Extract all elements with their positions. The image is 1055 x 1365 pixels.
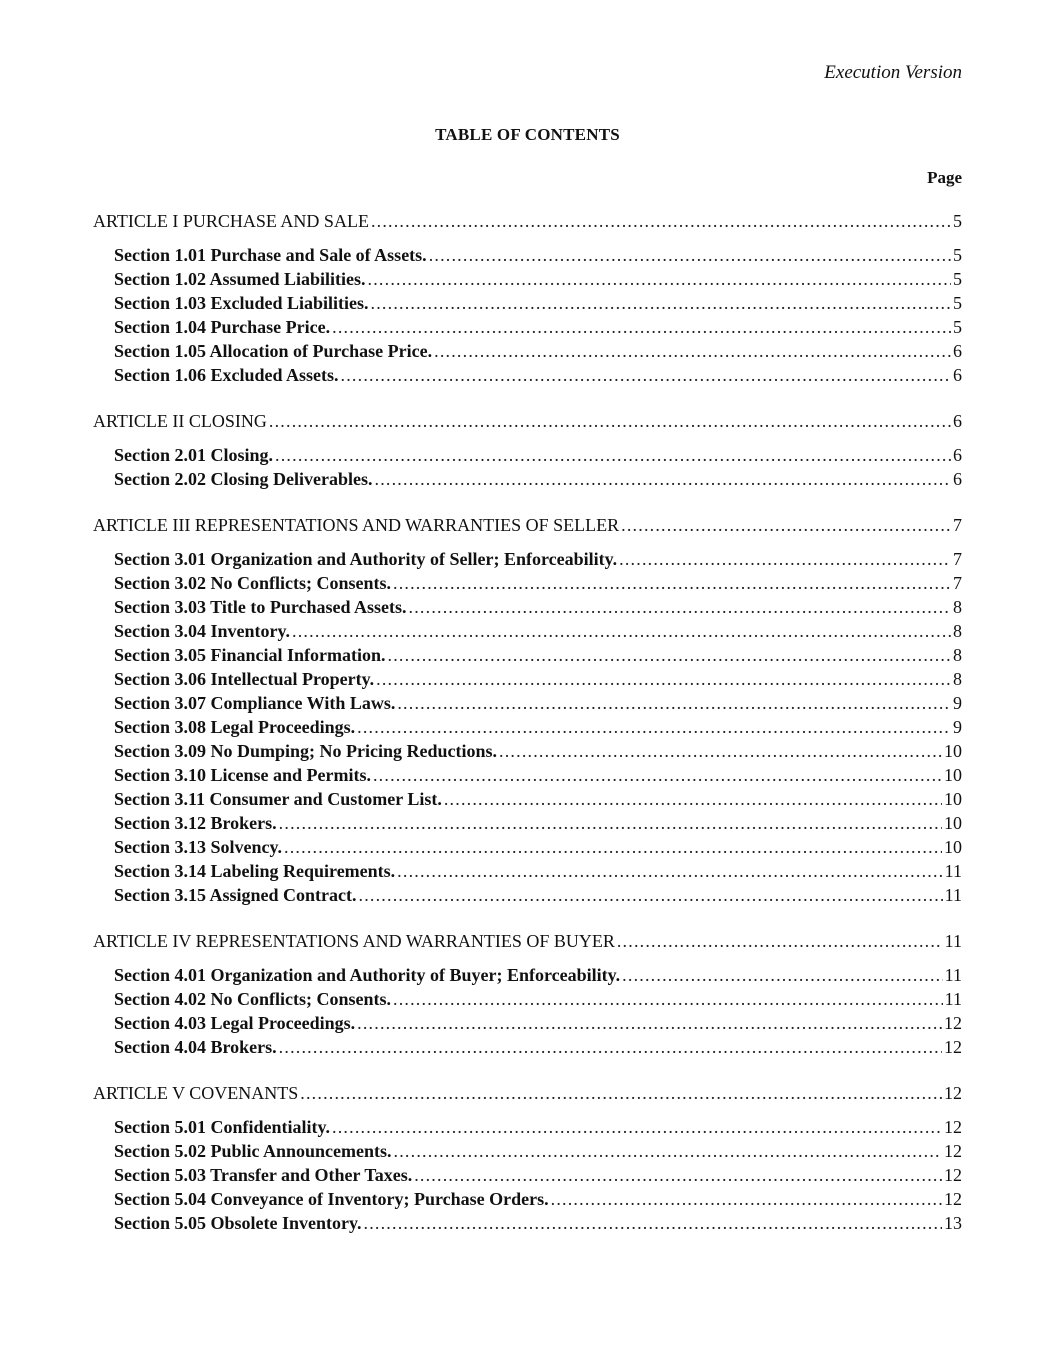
toc-section-entry-title: Section 4.01 Organization and Authority of Buyer; Enforceability. (114, 965, 621, 985)
toc-section-entry[interactable] (93, 595, 962, 619)
toc-section-entry-page-number: 11 (944, 965, 962, 985)
toc-section-entry-page-number: 9 (953, 717, 962, 737)
toc-section-entry-title: Section 3.05 Financial Information. (114, 645, 386, 665)
toc-section-entry-page-number: 12 (944, 1189, 962, 1209)
dot-leader (621, 513, 951, 537)
dot-leader (434, 339, 951, 363)
toc-section-entry-title: Section 3.04 Inventory. (114, 621, 291, 641)
toc-section-entry[interactable] (93, 691, 962, 715)
toc-article-entry-title: ARTICLE III REPRESENTATIONS AND WARRANTIES OF SELLER (93, 515, 620, 535)
toc-section-entry-title: Section 4.02 No Conflicts; Consents. (114, 989, 391, 1009)
toc-title: TABLE OF CONTENTS (435, 125, 620, 144)
toc-section-entry-title: Section 1.05 Allocation of Purchase Price. (114, 341, 433, 361)
toc-section-entry[interactable] (93, 363, 962, 387)
toc-section-entry-page-number: 11 (944, 861, 962, 881)
toc-section-entry[interactable] (93, 339, 962, 363)
toc-section-entry-page-number: 12 (944, 1037, 962, 1057)
toc-section-entry[interactable] (93, 619, 962, 643)
dot-leader (551, 1187, 942, 1211)
dot-leader (368, 267, 951, 291)
toc-section-entry-page-number: 12 (944, 1141, 962, 1161)
dot-leader (279, 1035, 942, 1059)
toc-article-entry-page-number: 7 (953, 515, 962, 535)
toc-section-entry-page-number: 12 (944, 1117, 962, 1137)
toc-article-entry[interactable] (93, 209, 962, 233)
toc-section-entry-page-number: 7 (953, 573, 962, 593)
dot-leader (341, 363, 951, 387)
toc-section-entry-page-number: 9 (953, 693, 962, 713)
toc-article-entry-page-number: 11 (944, 931, 962, 951)
execution-version-label: Execution Version (824, 62, 962, 83)
toc-section-entry[interactable] (93, 643, 962, 667)
dot-leader (499, 739, 942, 763)
toc-section-entry[interactable] (93, 787, 962, 811)
toc-section-entry-page-number: 8 (953, 621, 962, 641)
dot-leader (617, 929, 943, 953)
toc-section-entry-title: Section 2.02 Closing Deliverables. (114, 469, 373, 489)
dot-leader (279, 811, 942, 835)
toc-section-entry[interactable] (93, 835, 962, 859)
dot-leader (619, 547, 951, 571)
toc-section-entry-page-number: 13 (944, 1213, 962, 1233)
toc-section-entry-title: Section 3.07 Compliance With Laws. (114, 693, 396, 713)
toc-article-entry[interactable] (93, 513, 962, 537)
toc-article-entry[interactable] (93, 409, 962, 433)
dot-leader (376, 667, 951, 691)
dot-leader (292, 619, 951, 643)
toc-section-entry-page-number: 8 (953, 645, 962, 665)
toc-section-entry-title: Section 3.14 Labeling Requirements. (114, 861, 396, 881)
toc-section-entry[interactable] (93, 715, 962, 739)
toc-section-entry[interactable] (93, 763, 962, 787)
toc-section-entry-title: Section 3.06 Intellectual Property. (114, 669, 375, 689)
dot-leader (359, 883, 943, 907)
toc-section-entry-page-number: 6 (953, 469, 962, 489)
toc-section-entry-title: Section 5.05 Obsolete Inventory. (114, 1213, 362, 1233)
dot-leader (393, 571, 951, 595)
toc-section-entry-title: Section 3.10 License and Permits. (114, 765, 371, 785)
toc-section-entry[interactable] (93, 315, 962, 339)
toc-section-entry-page-number: 10 (944, 837, 962, 857)
toc-section-entry-title: Section 1.01 Purchase and Sale of Assets. (114, 245, 427, 265)
toc-section-entry[interactable] (93, 443, 962, 467)
toc-section-entry-page-number: 5 (953, 269, 962, 289)
toc-section-entry[interactable] (93, 243, 962, 267)
dot-leader (444, 787, 942, 811)
toc-section-entry[interactable] (93, 1211, 962, 1235)
page-column-header: Page (927, 168, 962, 187)
table-of-contents (93, 209, 962, 1257)
toc-section-entry-page-number: 5 (953, 317, 962, 337)
toc-article-entry-title: ARTICLE V COVENANTS (93, 1083, 299, 1103)
toc-section-entry[interactable] (93, 883, 962, 907)
toc-section-entry[interactable] (93, 1139, 962, 1163)
dot-leader (371, 209, 951, 233)
dot-leader (371, 291, 951, 315)
toc-article-block (93, 1081, 962, 1235)
toc-article-entry-title: ARTICLE II CLOSING (93, 411, 267, 431)
toc-section-entry-title: Section 4.04 Brokers. (114, 1037, 277, 1057)
toc-section-entry-page-number: 10 (944, 765, 962, 785)
toc-section-entry-page-number: 6 (953, 341, 962, 361)
dot-leader (357, 715, 951, 739)
toc-section-entry-title: Section 3.12 Brokers. (114, 813, 277, 833)
toc-section-entry[interactable] (93, 987, 962, 1011)
dot-leader (373, 763, 942, 787)
dot-leader (388, 643, 951, 667)
toc-section-entry-title: Section 4.03 Legal Proceedings. (114, 1013, 356, 1033)
dot-leader (409, 595, 951, 619)
toc-section-entry[interactable] (93, 547, 962, 571)
toc-section-entry-title: Section 1.04 Purchase Price. (114, 317, 331, 337)
toc-section-entry-page-number: 11 (944, 885, 962, 905)
toc-section-entry-title: Section 3.11 Consumer and Customer List. (114, 789, 442, 809)
toc-section-entry[interactable] (93, 667, 962, 691)
toc-section-entry[interactable] (93, 859, 962, 883)
toc-section-entry[interactable] (93, 1035, 962, 1059)
dot-leader (397, 691, 951, 715)
dot-leader (275, 443, 951, 467)
dot-leader (332, 1115, 942, 1139)
dot-leader (393, 987, 943, 1011)
toc-article-block (93, 929, 962, 1059)
toc-section-entry-title: Section 2.01 Closing. (114, 445, 274, 465)
toc-section-entry-page-number: 6 (953, 445, 962, 465)
toc-section-entry[interactable] (93, 291, 962, 315)
dot-leader (364, 1211, 943, 1235)
dot-leader (357, 1011, 942, 1035)
toc-section-entry-title: Section 3.01 Organization and Authority of Seller; Enforceability. (114, 549, 618, 569)
toc-section-entry-page-number: 7 (953, 549, 962, 569)
toc-article-entry-page-number: 12 (944, 1083, 962, 1103)
toc-section-entry-page-number: 12 (944, 1013, 962, 1033)
dot-leader (300, 1081, 942, 1105)
dot-leader (429, 243, 951, 267)
toc-section-entry-page-number: 6 (953, 365, 962, 385)
toc-section-entry[interactable] (93, 467, 962, 491)
toc-section-entry[interactable] (93, 811, 962, 835)
dot-leader (375, 467, 952, 491)
toc-section-entry[interactable] (93, 1115, 962, 1139)
toc-section-entry[interactable] (93, 1163, 962, 1187)
toc-article-block (93, 409, 962, 491)
toc-article-entry-page-number: 5 (953, 211, 962, 231)
toc-article-entry[interactable] (93, 1081, 962, 1105)
toc-section-entry-page-number: 12 (944, 1165, 962, 1185)
toc-section-entry-title: Section 3.13 Solvency. (114, 837, 283, 857)
toc-section-entry-page-number: 10 (944, 789, 962, 809)
toc-section-entry-title: Section 3.08 Legal Proceedings. (114, 717, 356, 737)
toc-article-block (93, 513, 962, 907)
toc-section-entry-title: Section 5.04 Conveyance of Inventory; Purchase Orders. (114, 1189, 549, 1209)
toc-section-entry-page-number: 8 (953, 597, 962, 617)
toc-section-entry[interactable] (93, 963, 962, 987)
toc-section-entry-page-number: 8 (953, 669, 962, 689)
dot-leader (414, 1163, 942, 1187)
dot-leader (397, 859, 942, 883)
toc-section-entry-page-number: 11 (944, 989, 962, 1009)
toc-article-entry-title: ARTICLE IV REPRESENTATIONS AND WARRANTIES OF BUYER (93, 931, 615, 951)
toc-section-entry-title: Section 3.15 Assigned Contract. (114, 885, 357, 905)
toc-article-entry[interactable] (93, 929, 962, 953)
dot-leader (394, 1139, 942, 1163)
toc-section-entry-title: Section 3.02 No Conflicts; Consents. (114, 573, 391, 593)
toc-section-entry-title: Section 3.03 Title to Purchased Assets. (114, 597, 407, 617)
toc-section-entry[interactable] (93, 571, 962, 595)
dot-leader (622, 963, 942, 987)
dot-leader (332, 315, 951, 339)
toc-section-entry[interactable] (93, 739, 962, 763)
toc-section-entry[interactable] (93, 1187, 962, 1211)
toc-article-block (93, 209, 962, 387)
toc-section-entry-title: Section 5.02 Public Announcements. (114, 1141, 392, 1161)
dot-leader (284, 835, 942, 859)
toc-section-entry-title: Section 1.03 Excluded Liabilities. (114, 293, 369, 313)
toc-section-entry-page-number: 10 (944, 741, 962, 761)
toc-section-entry-title: Section 5.01 Confidentiality. (114, 1117, 331, 1137)
toc-article-entry-title: ARTICLE I PURCHASE AND SALE (93, 211, 369, 231)
toc-section-entry-title: Section 5.03 Transfer and Other Taxes. (114, 1165, 413, 1185)
toc-section-entry-title: Section 1.02 Assumed Liabilities. (114, 269, 366, 289)
toc-article-entry-page-number: 6 (953, 411, 962, 431)
toc-section-entry[interactable] (93, 267, 962, 291)
dot-leader (269, 409, 951, 433)
toc-section-entry[interactable] (93, 1011, 962, 1035)
toc-section-entry-page-number: 5 (953, 293, 962, 313)
toc-section-entry-title: Section 1.06 Excluded Assets. (114, 365, 339, 385)
toc-section-entry-title: Section 3.09 No Dumping; No Pricing Reductions. (114, 741, 498, 761)
toc-section-entry-page-number: 10 (944, 813, 962, 833)
toc-section-entry-page-number: 5 (953, 245, 962, 265)
